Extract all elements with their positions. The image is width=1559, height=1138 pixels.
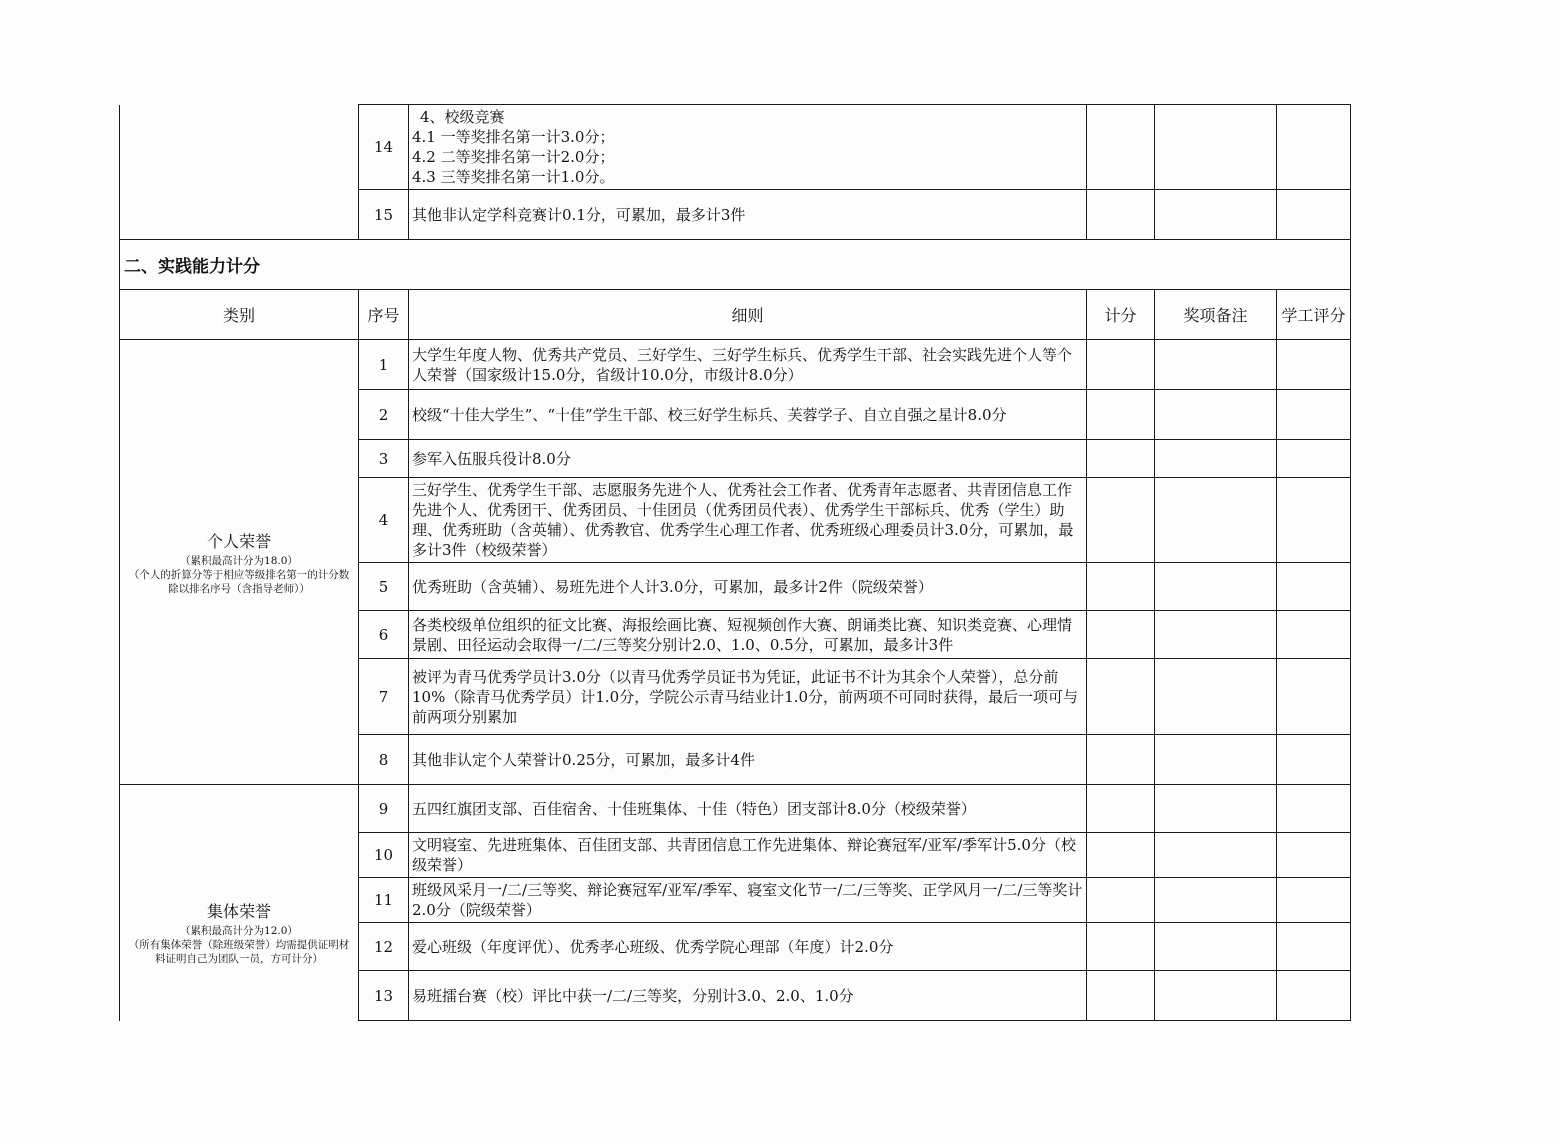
rule-detail: 参军入伍服兵役计8.0分 [409,440,1087,478]
section-title: 二、实践能力计分 [120,240,1351,290]
review-cell[interactable] [1277,105,1351,190]
rule-detail: 被评为青马优秀学员计3.0分（以青马优秀学员证书为凭证，此证书不计为其余个人荣誉），总分前10%（除青马优秀学员）计1.0分，学院公示青马结业计1.0分，前两项不可同时获得，最后一项可与前两项分别累加 [409,659,1087,735]
remark-cell[interactable] [1155,440,1277,478]
section-heading-row [120,240,1351,290]
review-cell[interactable] [1277,659,1351,735]
table-row [120,340,1351,390]
review-cell[interactable] [1277,563,1351,611]
row-number: 4 [359,478,409,563]
remark-cell[interactable] [1155,190,1277,240]
review-cell[interactable] [1277,340,1351,390]
category-note: （累积最高计分为18.0） [180,554,298,567]
table-row [120,785,1351,833]
table-row [120,105,1351,190]
header-score: 计分 [1087,290,1155,340]
review-cell[interactable] [1277,440,1351,478]
rule-detail: 其他非认定个人荣誉计0.25分，可累加，最多计4件 [409,735,1087,785]
row-number: 7 [359,659,409,735]
rule-detail: 五四红旗团支部、百佳宿舍、十佳班集体、十佳（特色）团支部计8.0分（校级荣誉） [409,785,1087,833]
review-cell[interactable] [1277,478,1351,563]
review-cell[interactable] [1277,878,1351,923]
score-cell[interactable] [1087,105,1155,190]
remark-cell[interactable] [1155,878,1277,923]
row-number: 1 [359,340,409,390]
remark-cell[interactable] [1155,971,1277,1021]
score-cell[interactable] [1087,785,1155,833]
row-number: 2 [359,390,409,440]
score-cell[interactable] [1087,833,1155,878]
score-cell[interactable] [1087,878,1155,923]
row-number: 6 [359,611,409,659]
rule-line: 4.3 三等奖排名第一计1.0分。 [412,168,615,186]
category-cell-continued [120,105,359,240]
remark-cell[interactable] [1155,390,1277,440]
score-cell[interactable] [1087,923,1155,971]
header-remark: 奖项备注 [1155,290,1277,340]
review-cell[interactable] [1277,390,1351,440]
rule-detail: 易班擂台赛（校）评比中获一/二/三等奖，分别计3.0、2.0、1.0分 [409,971,1087,1021]
category-note: （所有集体荣誉（除班级荣誉）均需提供证明材料证明自己为团队一员，方可计分） [128,939,350,966]
remark-cell[interactable] [1155,659,1277,735]
remark-cell[interactable] [1155,478,1277,563]
score-cell[interactable] [1087,190,1155,240]
review-cell[interactable] [1277,923,1351,971]
review-cell[interactable] [1277,785,1351,833]
review-cell[interactable] [1277,735,1351,785]
header-detail: 细则 [409,290,1087,340]
rule-detail: 大学生年度人物、优秀共产党员、三好学生、三好学生标兵、优秀学生干部、社会实践先进个人等个人荣誉（国家级计15.0分，省级计10.0分，市级计8.0分） [409,340,1087,390]
score-cell[interactable] [1087,735,1155,785]
category-personal-honour [120,340,359,785]
row-number: 10 [359,833,409,878]
rule-detail: 各类校级单位组织的征文比赛、海报绘画比赛、短视频创作大赛、朗诵类比赛、知识类竞赛、心理情景剧、田径运动会取得一/二/三等奖分别计2.0、1.0、0.5分，可累加，最多计3件 [409,611,1087,659]
remark-cell[interactable] [1155,735,1277,785]
review-cell[interactable] [1277,611,1351,659]
row-number: 9 [359,785,409,833]
row-number: 3 [359,440,409,478]
row-number: 14 [359,105,409,190]
remark-cell[interactable] [1155,611,1277,659]
score-table [119,104,1351,1021]
row-number: 15 [359,190,409,240]
row-number: 12 [359,923,409,971]
score-cell[interactable] [1087,971,1155,1021]
score-cell[interactable] [1087,659,1155,735]
category-collective-honour [120,785,359,1021]
rule-detail: 班级风采月一/二/三等奖、辩论赛冠军/亚军/季军、寝室文化节一/二/三等奖、正学风月一/二/三等奖计2.0分（院级荣誉） [409,878,1087,923]
row-number: 13 [359,971,409,1021]
category-note: （累积最高计分为12.0） [180,925,298,938]
remark-cell[interactable] [1155,340,1277,390]
rule-line: 4.2 二等奖排名第一计2.0分； [412,148,615,166]
remark-cell[interactable] [1155,105,1277,190]
rule-detail: 其他非认定学科竞赛计0.1分，可累加，最多计3件 [409,190,1087,240]
remark-cell[interactable] [1155,923,1277,971]
score-cell[interactable] [1087,478,1155,563]
header-category: 类别 [120,290,359,340]
rule-detail: 文明寝室、先进班集体、百佳团支部、共青团信息工作先进集体、辩论赛冠军/亚军/季军计5.0分（校级荣誉） [409,833,1087,878]
row-number: 11 [359,878,409,923]
category-name: 集体荣誉 [206,902,271,922]
rule-line: 4.1 一等奖排名第一计3.0分； [412,128,615,146]
score-cell[interactable] [1087,563,1155,611]
score-cell[interactable] [1087,440,1155,478]
score-cell[interactable] [1087,390,1155,440]
score-cell[interactable] [1087,340,1155,390]
remark-cell[interactable] [1155,833,1277,878]
score-cell[interactable] [1087,611,1155,659]
rule-detail: 三好学生、优秀学生干部、志愿服务先进个人、优秀社会工作者、优秀青年志愿者、共青团信息工作先进个人、优秀团干、优秀团员、十佳团员（优秀团员代表）、优秀学生干部标兵、优秀（学生）助理、优秀班助（含英辅）、优秀教官、优秀学生心理工作者、优秀班级心理委员计3.0分，可累加，最多计3件（校级荣誉） [409,478,1087,563]
rule-detail: 优秀班助（含英辅）、易班先进个人计3.0分，可累加，最多计2件（院级荣誉） [409,563,1087,611]
rule-detail: 校级“十佳大学生”、“十佳”学生干部、校三好学生标兵、芙蓉学子、自立自强之星计8.0分 [409,390,1087,440]
row-number: 5 [359,563,409,611]
category-name: 个人荣誉 [206,531,271,551]
rule-detail: 爱心班级（年度评优）、优秀孝心班级、优秀学院心理部（年度）计2.0分 [409,923,1087,971]
remark-cell[interactable] [1155,785,1277,833]
category-note: （个人的折算分等于相应等级排名第一的计分数除以排名序号（含指导老师）） [128,568,350,595]
row-number: 8 [359,735,409,785]
review-cell[interactable] [1277,833,1351,878]
header-row [120,290,1351,340]
header-no: 序号 [359,290,409,340]
review-cell[interactable] [1277,971,1351,1021]
rule-detail [409,105,1087,190]
rule-line: 4、校级竞赛 [420,108,505,126]
header-review: 学工评分 [1277,290,1351,340]
remark-cell[interactable] [1155,563,1277,611]
review-cell[interactable] [1277,190,1351,240]
